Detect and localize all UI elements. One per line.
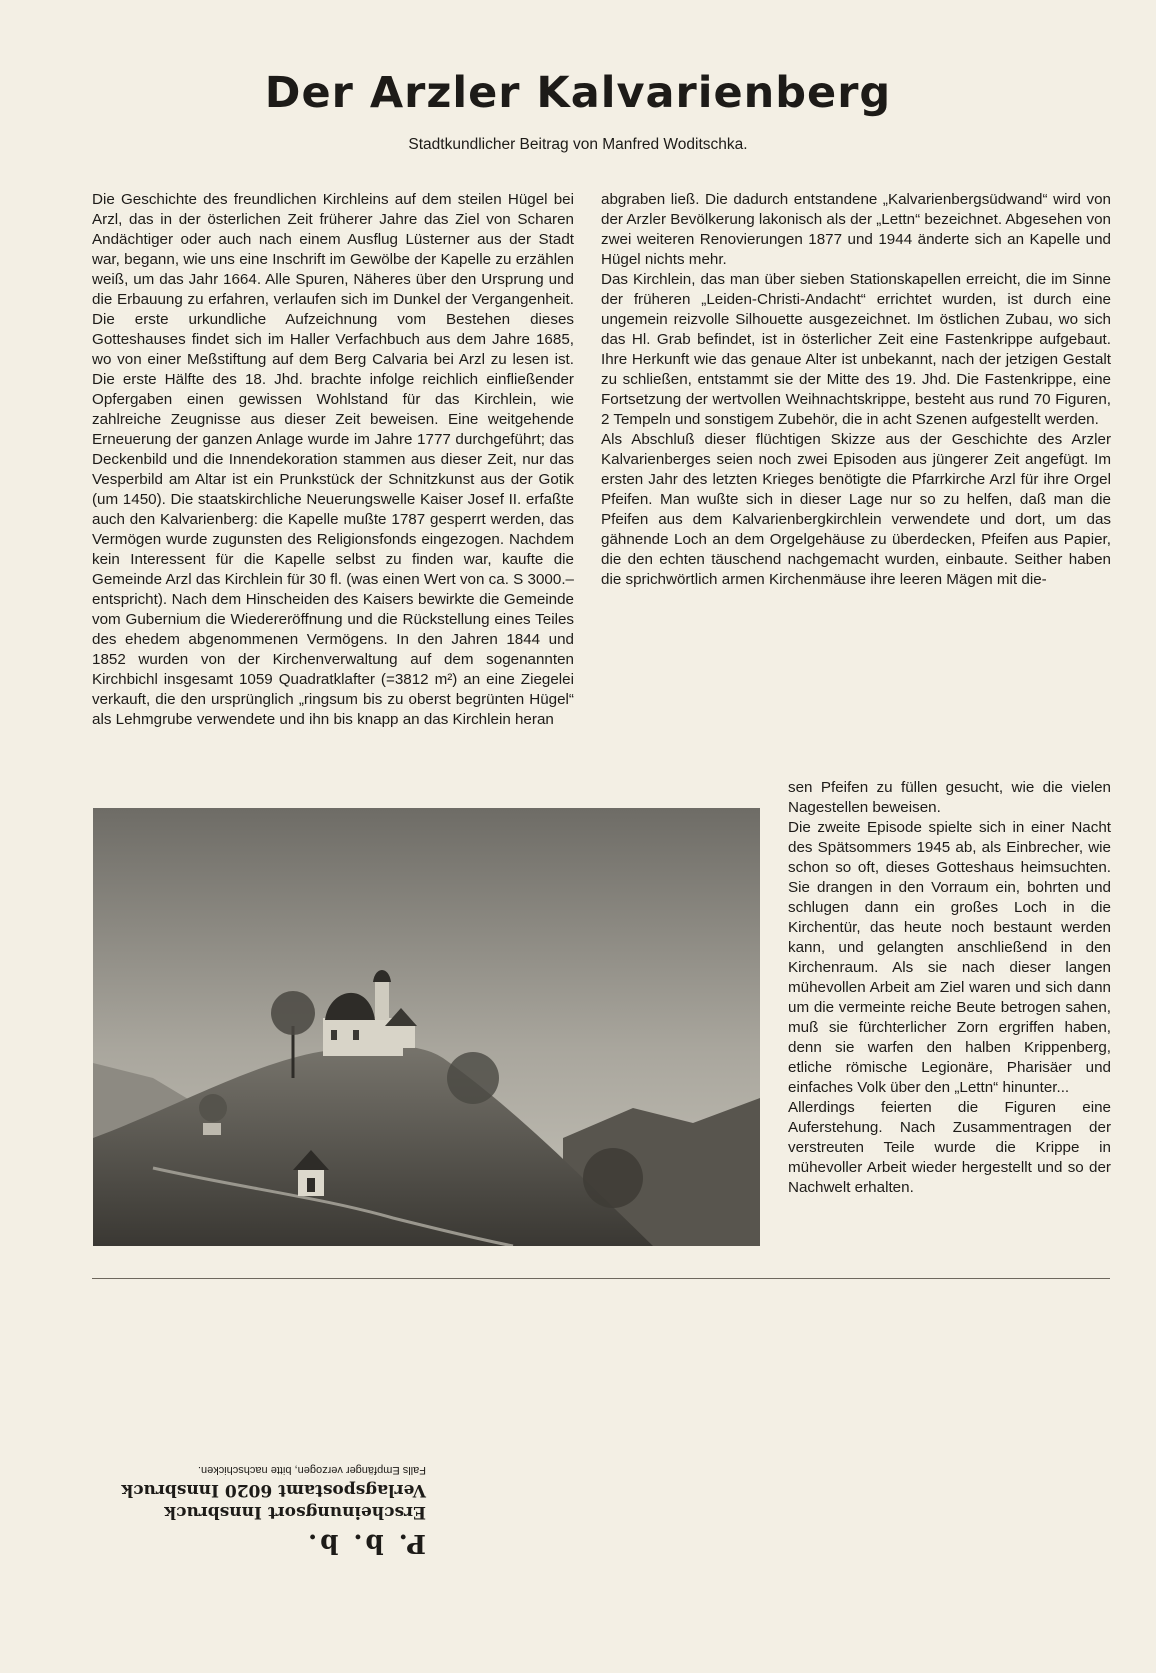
- article-paragraph-5: Allerdings feierten die Figuren eine Auferstehung. Nach Zusammentragen der verstreuten Teile wurde die Krippe in mühevoller Arbeit wieder hergestellt und so der Nachwelt erhalten.: [788, 1099, 1111, 1196]
- article-column-wrap: [788, 778, 1111, 1198]
- article-column-left: [92, 190, 574, 730]
- kalvarienberg-photo: [93, 808, 760, 1246]
- article-column-right: [601, 190, 1111, 590]
- article-paragraph-3: Als Abschluß dieser flüchtigen Skizze aus der Geschichte des Arzler Kalvarienberges seien noch zwei Episoden aus jüngerer Zeit angefügt. Im ersten Jahr des letzten Krieges benötigte die Pfarrkirche Arzl für ihre Orgel Pfeifen. Man wußte sich in dieser Lage nur so zu helfen, daß man die Pfeifen aus dem Kalvarienbergkirchlein verwendete und dort, um das gähnende Loch an dem Orgelgehäuse zu überdecken, Pfeifen aus Papier, die den echten täuschend nachgemacht wurden, einbaute. Seither haben die sprichwörtlich armen Kirchenmäuse ihre leeren Mägen mit die-: [601, 431, 1111, 588]
- article-subtitle: Stadtkundlicher Beitrag von Manfred Woditschka.: [408, 136, 748, 153]
- footer-divider: [92, 1278, 1110, 1279]
- mailing-block: [86, 1448, 426, 1558]
- mailing-pbb: P. b. b.: [305, 1528, 426, 1558]
- article-paragraph-1: Die Geschichte des freundlichen Kirchleins auf dem steilen Hügel bei Arzl, das in der österlichen Zeit früherer Jahre das Ziel von Scharen Andächtiger oder auch nach einem Ausflug Lüsterner aus der Stadt war, begann, wie uns eine Inschrift im Gewölbe der Kapelle zu erzählen weiß, um das Jahr 1664. Alle Spuren, Näheres über den Ursprung und die Erbauung zu erfahren, verlaufen sich im Dunkel der Vergangenheit. Die erste urkundliche Aufzeichnung vom Bestehen dieses Gotteshauses findet sich im Haller Verfachbuch aus dem Jahre 1685, wo von einer Meßstiftung auf dem Berg Calvaria bei Arzl zu lesen ist. Die erste Hälfte des 18. Jhd. brachte infolge reichlich einfließender Opfergaben einen gewissen Wohlstand für das Kirchlein, wie zahlreiche Zeugnisse aus dieser Zeit beweisen. Eine weitgehende Erneuerung der ganzen Anlage wurde im Jahre 1777 durchgeführt; das Deckenbild und die Innendekoration stammen aus dieser Zeit, nur das Vesperbild am Altar ist ein Prunkstück der Schnitzkunst aus der Gotik (um 1450). Die staatskirchliche Neuerungswelle Kaiser Josef II. erfaßte auch den Kalvarienberg: die Kapelle mußte 1787 gesperrt werden, das Vermögen wurde zugunsten des Religionsfonds eingezogen. Nachdem kein Interessent für die Kapelle selbst zu finden war, kaufte die Gemeinde Arzl das Kirchlein für 30 fl. (was einen Wert von ca. S 3000.– entspricht). Nach dem Hinscheiden des Kaisers bewirkte die Gemeinde vom Gubernium die Wiedereröffnung und die Rückstellung eines Teiles des ehedem abgenommenen Vermögens. In den Jahren 1844 und 1852 wurden von der Kirchenverwaltung auf dem sogenannten Kirchbichl insgesamt 1059 Quadratklafter (=3812 m²) an eine Ziegelei verkauft, die den ursprünglich „ringsum bis zu oberst begrünten Hügel“ als Lehmgrube verwendete und ihn bis knapp an das Kirchlein heran: [92, 191, 574, 728]
- mailing-post-office: Verlagspostamt 6020 Innsbruck: [121, 1480, 426, 1500]
- mailing-forwarding-note: Falls Empfänger verzogen, bitte nachschicken.: [197, 1464, 426, 1476]
- article-paragraph-4: Die zweite Episode spielte sich in einer Nacht des Spätsommers 1945 ab, als Einbrecher, wie schon so oft, dieses Gotteshaus heimsuchten. Sie drangen in den Vorraum ein, bohrten und schlugen dann ein großes Loch in die Kirchentür, das heute noch bestaunt werden kann, und gelangten anschließend in den Kirchenraum. Als sie nach dieser langen mühevollen Arbeit am Ziel waren und sich dann um die vermeinte reiche Beute betrogen sahen, muß sie fürchterlicher Zorn ergriffen haben, denn sie warfen den halben Krippenberg, etliche römische Legionäre, Pharisäer und einfaches Volk über den „Lettn“ hinunter...: [788, 819, 1111, 1096]
- article-paragraph-2: Das Kirchlein, das man über sieben Stationskapellen erreicht, die im Sinne der früheren „Leiden-Christi-Andacht“ errichtet wurden, ist durch eine ungemein reizvolle Silhouette ausgezeichnet. Im östlichen Zubau, wo sich das Hl. Grab befindet, ist in österlicher Zeit eine Fastenkrippe aufgebaut. Ihre Herkunft wie das genaue Alter ist unbekannt, nach der jetzigen Gestalt zu schließen, entstammt sie der Mitte des 19. Jhd. Die Fastenkrippe, eine Fortsetzung der wertvollen Weihnachtskrippe, besteht aus rund 70 Figuren, 2 Tempeln und sonstigem Zubehör, die in acht Szenen aufgestellt werden.: [601, 271, 1111, 428]
- article-paragraph-1-continued: abgraben ließ. Die dadurch entstandene „Kalvarienbergsüdwand“ wird von der Arzler Bevölkerung lakonisch als der „Lettn“ bezeichnet. Abgesehen von zwei weiteren Renovierungen 1877 und 1944 änderte sich an Kapelle und Hügel nichts mehr.: [601, 191, 1111, 268]
- photo-illustration: [93, 808, 760, 1246]
- article-title: Der Arzler Kalvarienberg: [264, 68, 892, 118]
- photo-station-small: [203, 1123, 221, 1135]
- article-paragraph-3-end: sen Pfeifen zu füllen gesucht, wie die vielen Nagestellen beweisen.: [788, 779, 1111, 816]
- mailing-place-of-publication: Erscheinungsort Innsbruck: [164, 1502, 426, 1522]
